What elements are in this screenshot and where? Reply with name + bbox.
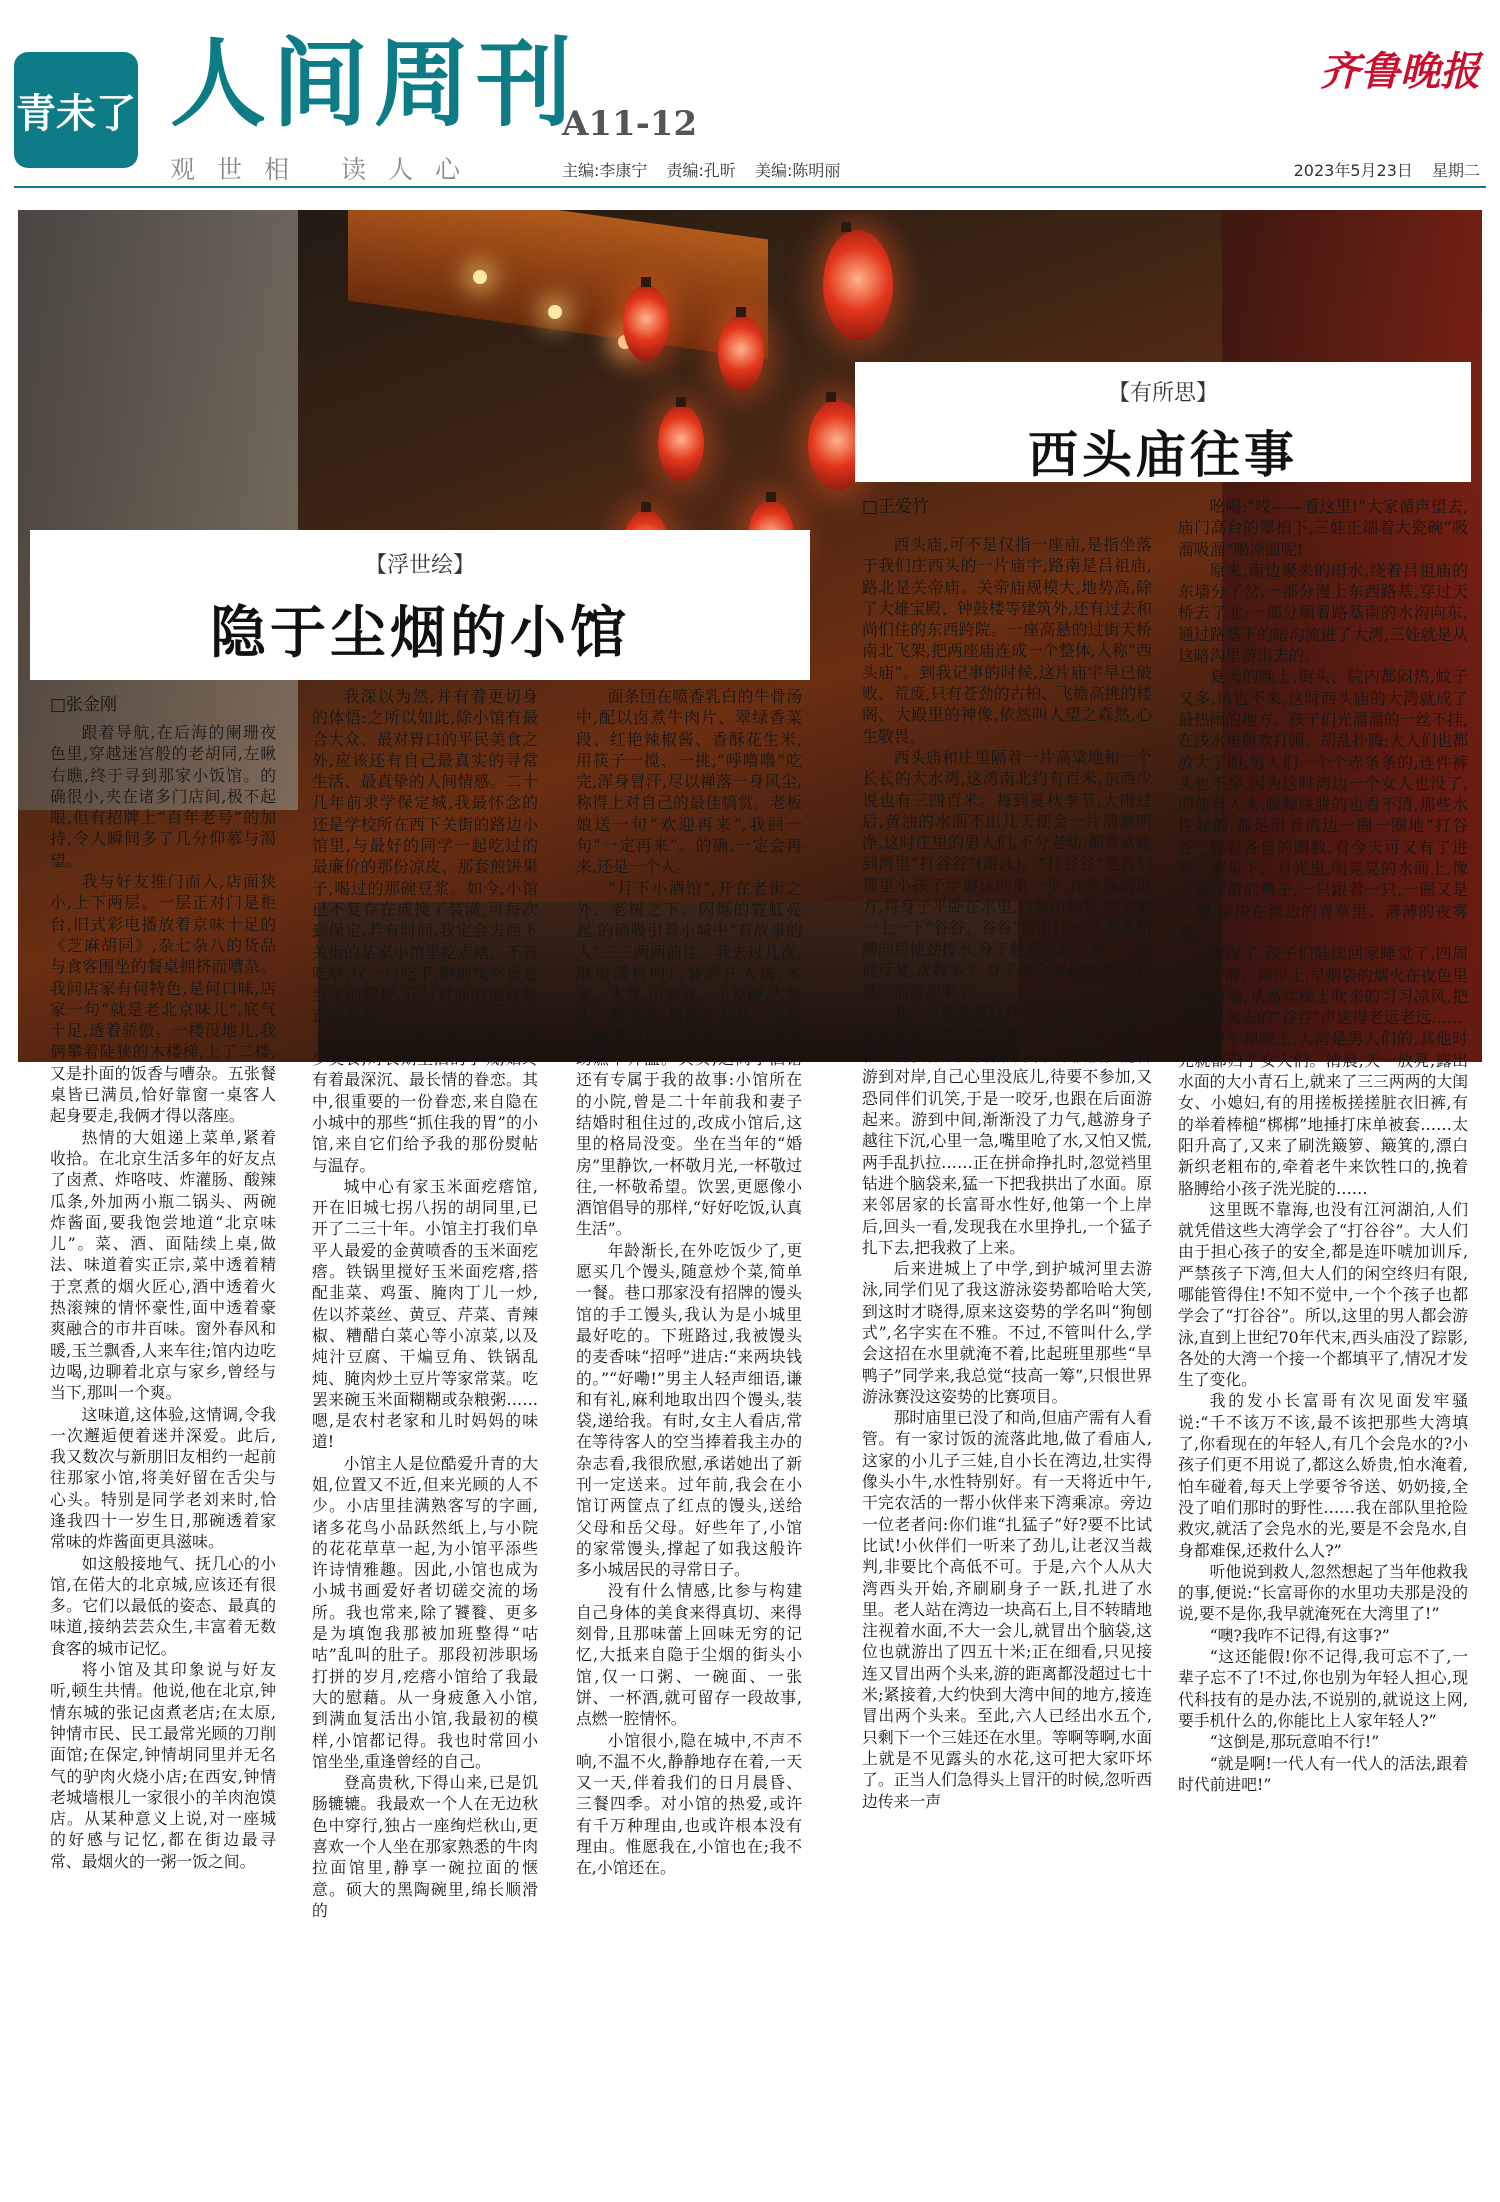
paragraph: 我的发小长富哥有次见面发牢骚说:“千不该万不该,最不该把那些大湾填了,你看现在的年轻人,有几个会凫水的?小孩子们更不用说了,都这么娇贵,怕水淹着,怕车碰着,每天上学要爷爷送、奶奶接,全没了咱们那时的野性……我在部队里抢险救灾,就活了会凫水的光,要是不会凫水,自身都难保,还救什么人?” (1178, 1391, 1468, 1560)
paragraph: 后来进城上了中学,到护城河里去游泳,同学们见了我这游泳姿势都哈哈大笑,到这时才晓得,原来这姿势的学名叫“狗刨式”,名字实在不雅。不过,不管叫什么,学会这招在水里就淹不着,比起班里那些“旱鸭子”同学来,我总觉“技高一筹”,只恨世界游泳赛没这姿势的比赛项目。 (862, 1259, 1152, 1406)
paragraph: 夏天的晚上,街头、院内都闷热,蚊子又多,风也不来,这时西头庙的大湾就成了最热闹的地方。孩子们光溜溜的一丝不挂,在浅水里撒欢打闹、胡乱扑腾;大人们也都放大了胆,男人们一个个赤条条的,连件裤头也不穿,因为这时湾边一个女人也没了,即使有人来,朦朦胧胧的也看不清,那些水性好的,都是沿着湾边一圈一圈地“打谷谷”,数着各自的圈数,看今天可又有了进步。繁星下、月光里,明晃晃的水面上,像一群浮游的鸭子,一只跟着一只,一圈又是一圈,穿梭在湾边的青草里、薄薄的夜雾里。 (1178, 667, 1468, 942)
paragraph: 原来,南边聚来的雨水,绕着吕祖庙的东墙分了岔,一部分漫上东西路基,穿过天桥去了北;一部分顺着路基南的水沟向东,通过路基下的暗沟流进了大湾,三娃就是从这暗沟里游出去的。 (1178, 560, 1468, 666)
paragraph: 面条団在喷香乳白的牛骨汤中,配以卤煮牛肉片、翠绿香菜段、红艳辣椒酱、香酥花生米,用筷子一搅、一挑,“呼噜噜”吃完,浑身冒汗,尽以禅落一身风尘,称得上对自己的最佳犒赏。老板娘送一句“欢迎再来”,我回一句“一定再来”。的确,一定会再来,还是一个人。 (576, 687, 802, 877)
section-title: 人间周刊 (170, 27, 578, 140)
paragraph: 小馆主人是位酷爱升青的大姐,位置又不近,但来光顾的人不少。小店里挂满熟客写的字画,诸多花鸟小品跃然纸上,与小院的花花草草一起,为小馆平添些许诗情雅趣。因此,小馆也成为小城书画爱好者切磋交流的场所。我也常来,除了饕餮、更多是为填饱我那被加班整得“咕咕”乱叫的肚子。那段初涉职场打拼的岁月,疙瘩小馆给了我最大的慰藉。从一身疲惫入小馆,到满血复活出小馆,我最初的模样,小馆都记得。我也时常回小馆坐坐,重逢曾经的自己。 (312, 1453, 538, 1771)
paragraph: 小馆很小,隐在城中,不声不响,不温不火,静静地存在着,一天又一天,伴着我们的日月晨昏、三餐四季。对小馆的热爱,或许有千万种理由,也或许根本没有理由。惟愿我在,小馆也在;我不在,小馆还在。 (576, 1730, 802, 1878)
left-article-column-1 (50, 722, 276, 2180)
paragraph: 听他说到救人,忽然想起了当年他救我的事,便说:“长富哥你的水里功夫那是没的说,要不是你,我早就淹死在大湾里了!” (1178, 1561, 1468, 1624)
paragraph: “这还能假!你不记得,我可忘不了,一辈子忘不了!不过,你也别为年轻人担心,现代科技有的是办法,不说别的,就说这上网,要手机什么的,你能比上人家年轻人?” (1178, 1647, 1468, 1730)
logo-text: 青未了 (16, 89, 136, 137)
right-article-tag: 【有所思】 (1107, 381, 1218, 406)
right-article-column-1 (862, 534, 1152, 2180)
left-article-tag: 【浮世绘】 (364, 553, 475, 578)
photo-wall-left (18, 210, 298, 810)
paragraph: 没有什么情感,比参与构建自己身体的美食来得真切、来得刻骨,且那味蕾上回味无穷的记忆,大抵来自隐于尘烟的街头小馆,仅一口粥、一碗面、一张饼、一杯酒,就可留存一段故事,点燃一腔情怀。 (576, 1581, 802, 1729)
photo-awning (348, 210, 768, 360)
left-article-column-2 (312, 686, 538, 2180)
left-article-title-box (30, 530, 810, 680)
paragraph: “这倒是,那玩意咱不行!” (1209, 1732, 1380, 1752)
paragraph: 将小馆及其印象说与好友听,顿生共情。他说,他在北京,钟情东城的张记卤煮老店;在太原,钟情市民、民工最常光顾的刀削面馆;在保定,钟情胡同里并无名气的驴肉火烧小店;在西安,钟情老城墙根儿一家很小的羊肉泡馍店。从某种意义上说,对一座城的好感与记忆,都在街边最寻常、最烟火的一粥一饭之间。 (50, 1660, 276, 1871)
edition-number: A11-12 (562, 104, 698, 144)
paragraph: 这里既不靠海,也没有江河湖泊,人们就凭借这些大湾学会了“打谷谷”。大人们由于担心孩子的安全,都是连吓唬加训斥,严禁孩子下湾,但大人们的闲空终归有限,哪能管得住!不知不觉中,一个个孩子也都学会了“打谷谷”。所以,这里的男人都会游泳,直到上世纪70年代末,西头庙没了踪影,各处的大湾一个接一个都填平了,情况才发生了变化。 (1178, 1199, 1468, 1390)
issue-weekday: 星期二 (1431, 161, 1480, 180)
photo-lamp (473, 270, 487, 284)
issue-date: 2023年5月23日 (1293, 161, 1413, 180)
paragraph: “就是啊!一代人有一代人的活法,跟着时代前进吧!” (1178, 1753, 1468, 1794)
paragraph: 西头庙和庄里隔着一片高粱地和一个长长的大水湾,这湾南北约有百米,东西少说也有三四百米。每到夏秋季节,大雨过后,黄浊的水面不出几天便会一片清澈明净,这时庄里的男人们,不分老幼,都喜欢跳到湾里“打谷谷”(游泳)。“打谷谷”是我们那里小孩子学游泳的第一步:在水浅的地方,将身子平卧在水里,只露出脑袋,两条腿一上一下“谷谷、谷谷”地击打水面,两条胳膊向后使劲拨水,身子趁势向前一耸……如此反复,次数多了,身子便会漂起来,慢慢也就向前游起来了。 (862, 747, 1152, 1002)
right-article-column-2 (1178, 496, 1468, 2180)
paragraph: 中午和晚上,大湾是男人们的,其他时光就都归了女人们。清晨,天一放亮,露出水面的大小青石上,就来了三三两两的大闺女、小媳妇,有的用搓板搓搓脏衣旧裤,有的举着棒槌“梆梆”地捶打床单被套……太阳升高了,又来了刷洗簸箩、簸箕的,漂白新织老粗布的,牵着老牛来饮牲口的,挽着胳膊给小孩子洗光腚的…… (1178, 1029, 1468, 1198)
photo-lamp (548, 305, 562, 319)
paragraph: 热情的大姐递上菜单,紧着收拾。在北京生活多年的好友点了卤煮、炸咯吱、炸灌肠、酸辣瓜条,外加两小瓶二锅头、两碗炸酱面,要我饱尝地道“北京味儿”。菜、酒、面陆续上桌,做法、味道着实正宗,菜中透着精于烹煮的烟火匠心,酒中透着火热滚辣的情怀豪性,面中透着豪爽融合的市井百味。窗外春风和暖,玉兰飘香,人来车往;馆内边吃边喝,边聊着北京与家乡,曾经与当下,那叫一个爽。 (50, 1127, 276, 1403)
masthead-divider (14, 186, 1486, 188)
paragraph: 我小时候就是这样学会游泳的,现在想起来还真有些后怕。那年刚学会“打谷谷”,和一群伙伴从大湾南岸向北岸泅渡。能否游到对岸,自己心里没底儿,待要不参加,又恐同伴们讥笑,于是一咬牙,也跟在后面游起来。游到中间,渐渐没了力气,越游身子越往下沉,心里一急,嘴里呛了水,又怕又慌,两手乱扒拉……正在拼命挣扎时,忽觉裆里钻进个脑袋来,猛一下把我拱出了水面。原来邻居家的长富哥水性好,他第一个上岸后,回头一看,发现我在水里挣扎,一个猛子扎下去,把我救了上来。 (862, 1003, 1152, 1257)
logo (14, 52, 138, 168)
staff-credits (562, 158, 854, 181)
newspaper-brand: 齐鲁晚报 (1320, 48, 1480, 95)
paragraph: 那时庙里已没了和尚,但庙产需有人看管。有一家讨饭的流落此地,做了看庙人,这家的小儿子三娃,自小长在湾边,壮实得像头小牛,水性特别好。有一天将近中午,干完农活的一帮小伙伴来下湾乘凉。旁边一位老者问:你们谁“扎猛子”好?要不比试比试!小伙伴们一听来了劲儿,让老汉当裁判,非要比个高低不可。于是,六个人从大湾西头开始,齐刷刷身子一跃,扎进了水里。老人站在湾边一块高石上,目不转睛地注视着水面,不大一会儿,就冒出个脑袋,这位也就游出了四五十米;正在细看,只见接连又冒出两个头来,游的距离都没超过七十米;紧接着,大约快到大湾中间的地方,接连冒出两个头来。至此,六人已经出水五个,只剩下一个三娃还在水里。等啊等啊,水面上就是不见露头的水花,这可把大家吓坏了。正当人们急得头上冒汗的时候,忽听西边传来一声 (862, 1408, 1152, 1811)
paragraph: 西头庙,可不是仅指一座庙,是指坐落于我们庄西头的一片庙宇,路南是吕祖庙,路北是关帝庙。关帝庙规模大,地势高,除了大雄宝殿、钟鼓楼等建筑外,还有过去和尚们住的东西跨院。一座高悬的过街天桥南北飞架,把两座庙连成一个整体,人称“西头庙”。到我记事的时候,这片庙宇早已破败、荒废,只有苍劲的古柏、飞檐高挑的楼阁、大殿里的神像,依然叫人望之森然,心生敬畏。 (862, 535, 1152, 746)
paragraph: 无论走过多少地方,吃过多少美食,对长期生活的小城,始终有着最深沉、最长情的眷恋。其中,很重要的一份眷恋,来自隐在小城中的那些“抓住我的胃”的小馆,来自它们给予我的那份熨帖与温存。 (312, 1027, 538, 1175)
photo-lantern (823, 230, 893, 340)
editor-credit: 主编:李康宁 (562, 161, 648, 180)
paragraph: 如这般接地气、抚几心的小馆,在偌大的北京城,应该还有很多。它们以最低的姿态、最真的味道,接纳芸芸众生,丰富着无数食客的城市记忆。 (50, 1553, 276, 1658)
paragraph: 我与好友推门而入,店面狭小,上下两层。一层正对门是柜台,旧式彩电播放着京味十足的《芝麻胡同》,杂七杂八的货品与食客围坐的餐桌拥挤而嘈杂。我问店家有何特色,是何口味,店家一句“就是老北京味儿”,底气十足,透着骄傲。一楼没地儿,我俩攀着陡狭的木楼梯,上了二楼,又是扑面的饭香与嘈杂。五张餐桌皆已满员,恰好靠窗一桌客人起身要走,我俩才得以落座。 (50, 872, 276, 1126)
right-article-author: □王爱竹 (862, 497, 930, 517)
left-article-title: 隐于尘烟的小馆 (210, 600, 630, 666)
paragraph: 城中心有家玉米面疙瘩馆,开在旧城七拐八拐的胡同里,已开了二三十年。小馆主打我们阜平人最爱的金黄喷香的玉米面疙瘩。铁锅里搅好玉米面疙瘩,搭配韭菜、鸡蛋、腌肉丁儿一炒,佐以芥菜丝、黄豆、芹菜、青辣椒、糟醋白菜心等小凉菜,以及炖汁豆腐、干煸豆角、铁锅乱炖、腌肉炒土豆片等家常菜。吃罢来碗玉米面糊糊或杂粮粥……嗯,是农村老家和儿时妈妈的味道! (312, 1176, 538, 1452)
photo-lantern (658, 405, 704, 481)
photo-lantern (718, 315, 764, 391)
section-slogan: 观世相 读人心 (170, 155, 482, 184)
photo-lantern (623, 285, 669, 361)
right-article-title: 西头庙往事 (1028, 425, 1298, 484)
paragraph: 登高贵秋,下得山来,已是饥肠辘辘。我最欢一个人在无边秋色中穿行,独占一座绚烂秋山,更喜欢一个人坐在那家熟悉的牛肉拉面馆里,静享一碗拉面的惬意。硕大的黑陶碗里,绵长顺滑的 (312, 1773, 538, 1920)
paragraph: 我深以为然,并有着更切身的体悟:之所以如此,除小馆有最合大众、最对胃口的平民美食之外,应该还有自己最真实的寻常生活、最真挚的人间情感。二十几年前求学保定城,我最怀念的还是学校所在西下关街的路边小馆里,与最好的同学一起吃过的最廉价的那份凉皮、那套煎饼果子,喝过的那碗豆浆。如今,小馆已不复存在或换了装潢,可每次到保定,若有时间,我定会去西下关街的某家小馆里吃点啥。不管吃啥,仅一口吃下,眼前恍然皆是当年的模样,我与对面的他或她正值青春…… (312, 687, 538, 1026)
paragraph: “噢?我咋不记得,有这事?” (1209, 1625, 1390, 1645)
responsible-editor-credit: 责编:孔昕 (666, 161, 736, 180)
right-article-title-box (855, 362, 1471, 482)
paragraph: 这味道,这体验,这情调,令我一次邂逅便着迷并深爱。此后,我又数次与新朋旧友相约一起前往那家小馆,将美好留在舌尖与心头。特别是同学老刘来时,恰逢我四十一岁生日,那碗透着家常味的炸酱面更具滋味。 (50, 1404, 276, 1552)
date-line (1280, 158, 1480, 181)
paragraph: “月下小酒馆”,开在老街之外、老树之下。闪烁的霓虹亮起,的确吸引着小城中“有故事的人”三三两两前往。我去过几次,琳琅满目的坛装酒任人选,木桌、木凳,小酒壶、小瓷碗,大骨头、精菜系,极简亦有品。与好友聊着知己话,情感亦在小酒的助燃下升温。其实,这间小酒馆还有专属于我的故事:小馆所在的小院,曾是二十年前我和妻子结婚时租住过的,改成小馆后,这里的格局没变。坐在当年的“婚房”里静饮,一杯敬月光,一杯敬过往,一杯敬希望。饮罢,更愿像小酒馆倡导的那样,“好好吃饭,认真生活”。 (576, 878, 802, 1239)
left-article-author: □张金刚 (50, 695, 118, 715)
art-editor-credit: 美编:陈明丽 (755, 161, 841, 180)
paragraph: 跟着导航,在后海的阑珊夜色里,穿越迷宫般的老胡同,左瞅右瞧,终于寻到那家小饭馆。的确很小,夹在诸多门店间,极不起眼,但有招牌上“百年老号”的加持,令人瞬间多了几分仰慕与渴望。 (50, 723, 276, 870)
paragraph: 夜深了,孩子们陆续回家睡觉了,四周一片宁静。湾岸上,早烟袋的烟火在夜色里时明时暗,从高粱棵上吹来的习习凉风,把不舍得离去的“谷谷”声送得老远老远…… (1178, 944, 1468, 1028)
paragraph: 吆喝:“哎——看这里!”大家循声望去,庙门高台的翠柏下,三娃正端着大瓷碗“吸溜吸溜”喝凉面呢! (1178, 497, 1468, 559)
left-article-column-3 (576, 686, 802, 2180)
paragraph: 年龄渐长,在外吃饭少了,更愿买几个馒头,随意炒个菜,简单一餐。巷口那家没有招牌的馒头馆的手工馒头,我认为是小城里最好吃的。下班路过,我被馒头的麦香味“招呼”进店:“来两块钱的。”“好嘞!”男主人轻声细语,谦和有礼,麻利地取出四个馒头,装袋,递给我。有时,女主人看店,常在等待客人的空当捧着我主办的杂志看,我很欣慰,承诺她出了新刊一定送来。过年前,我会在小馆订两筐点了红点的馒头,送给父母和岳父母。好些年了,小馆的家常馒头,撑起了如我这般许多小城居民的寻常日子。 (576, 1240, 802, 1580)
